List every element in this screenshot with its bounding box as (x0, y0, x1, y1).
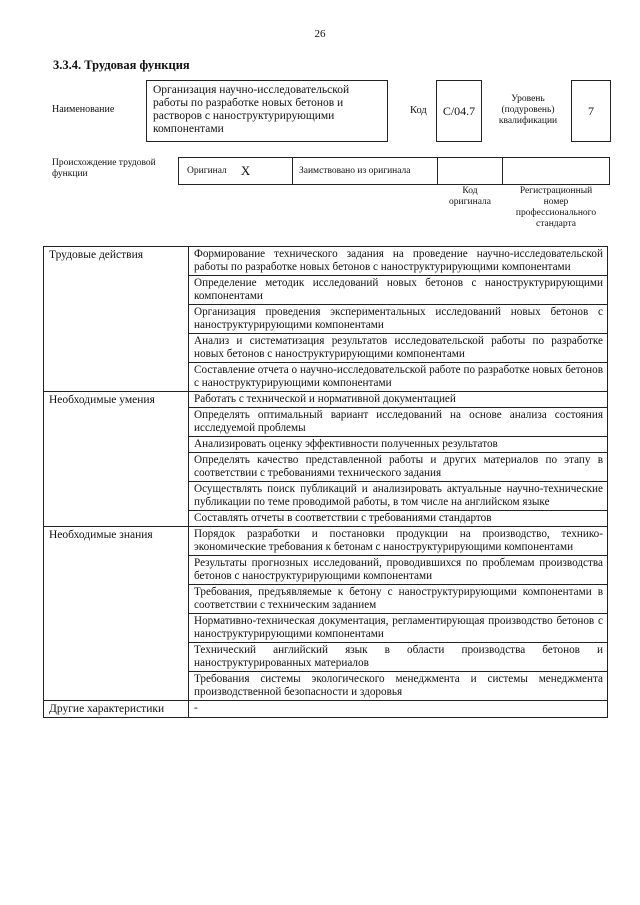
original-label: Оригинал (187, 166, 227, 176)
items-cell (189, 527, 608, 701)
level-value-box (571, 80, 611, 142)
borrowed-label: Заимствовано из оригинала (299, 166, 411, 176)
list-item: Требования системы экологического менеджмента и системы менеджмента производственной безопасности и здоровья (194, 673, 603, 698)
items-cell (189, 392, 608, 527)
original-cell (178, 157, 293, 185)
origin-label-line2: функции (52, 169, 88, 179)
reg-number-cell (502, 157, 610, 185)
level-value: 7 (588, 103, 594, 118)
items-cell (189, 701, 608, 718)
code-value-box (436, 80, 482, 142)
name-label: Наименование (52, 104, 115, 115)
list-item: Формирование технического задания на проведение научно-исследовательской работы по разработке новых бетонов с наноструктурирующими компонентами (189, 247, 607, 276)
list-item: Определять оптимальный вариант исследований на основе анализа состояния исследуемой проблемы (189, 408, 607, 437)
items-cell (189, 247, 608, 392)
table-row-required-skills (44, 392, 608, 527)
table-row-required-knowledge (44, 527, 608, 701)
category-cell: Трудовые действия (44, 247, 189, 392)
list-item: Определять качество представленной работы и других материалов по этапу в соответствии с требованиями технического задания (189, 453, 607, 482)
list-item: Составление отчета о научно-исследовательской работе по разработке новых бетонов с наноструктурирующими компонентами (194, 364, 603, 389)
level-label (492, 94, 564, 127)
page-number: 26 (314, 28, 326, 40)
level-label-line1: Уровень (511, 94, 545, 104)
list-item: Анализ и систематизация результатов исследовательской работы по разработке новых бетонов с наноструктурирующими компонентами (189, 334, 607, 363)
reg-number-line2: номер (543, 197, 569, 207)
table-row-labor-actions (44, 247, 608, 392)
list-item: Результаты прогнозных исследований, проводившихся по проблемам производства бетонов с наноструктурирующими компонентами (189, 556, 607, 585)
list-item: Определение методик исследований новых бетонов с наноструктурирующими компонентами (189, 276, 607, 305)
borrowed-cell (292, 157, 438, 185)
list-item: Осуществлять поиск публикаций и анализировать актуальные научно-технические публикации по теме проводимой работы, в том числе на английском языке (189, 482, 607, 511)
function-name-box: Организация научно-исследовательской работы по разработке новых бетонов и растворов с наноструктурирующими компонентами (146, 80, 388, 142)
code-label: Код (410, 105, 427, 116)
code-value: С/04.7 (442, 103, 476, 118)
list-item: - (194, 702, 198, 714)
category-cell: Необходимые знания (44, 527, 189, 701)
list-item: Технический английский язык в области производства бетонов и наноструктурированных материалов (189, 643, 607, 672)
list-item: Составлять отчеты в соответствии с требованиями стандартов (194, 512, 492, 524)
code-original-line2: оригинала (449, 197, 491, 207)
reg-number-line1: Регистрационный (519, 186, 593, 196)
reg-number-caption (502, 186, 610, 230)
function-details-table (43, 246, 608, 718)
level-label-line3: квалификации (498, 116, 558, 126)
level-label-line2: (подуровень) (501, 105, 555, 115)
code-original-caption (437, 186, 503, 208)
list-item: Нормативно-техническая документация, регламентирующая производство бетонов с наноструктурирующими компонентами (189, 614, 607, 643)
code-original-cell (437, 157, 503, 185)
list-item: Анализировать оценку эффективности полученных результатов (189, 437, 607, 453)
category-cell: Другие характеристики (44, 701, 189, 718)
reg-number-line4: стандарта (536, 219, 576, 229)
list-item: Требования, предъявляемые к бетону с наноструктурирующими компонентами в соответствии с техническим заданием (189, 585, 607, 614)
origin-label (52, 158, 177, 180)
section-title: 3.3.4. Трудовая функция (53, 58, 190, 72)
table-row-other-characteristics (44, 701, 608, 718)
list-item: Работать с технической и нормативной документацией (189, 392, 607, 408)
code-original-line1: Код (462, 186, 478, 196)
original-mark: X (240, 163, 251, 178)
origin-label-line1: Происхождение трудовой (52, 158, 156, 168)
reg-number-line3: профессионального (515, 208, 597, 218)
list-item: Организация проведения экспериментальных исследований новых бетонов с наноструктурирующими компонентами (189, 305, 607, 334)
list-item: Порядок разработки и постановки продукции на производство, технико-экономические требования к бетонам с наноструктурирующими компонентами (189, 527, 607, 556)
category-cell: Необходимые умения (44, 392, 189, 527)
